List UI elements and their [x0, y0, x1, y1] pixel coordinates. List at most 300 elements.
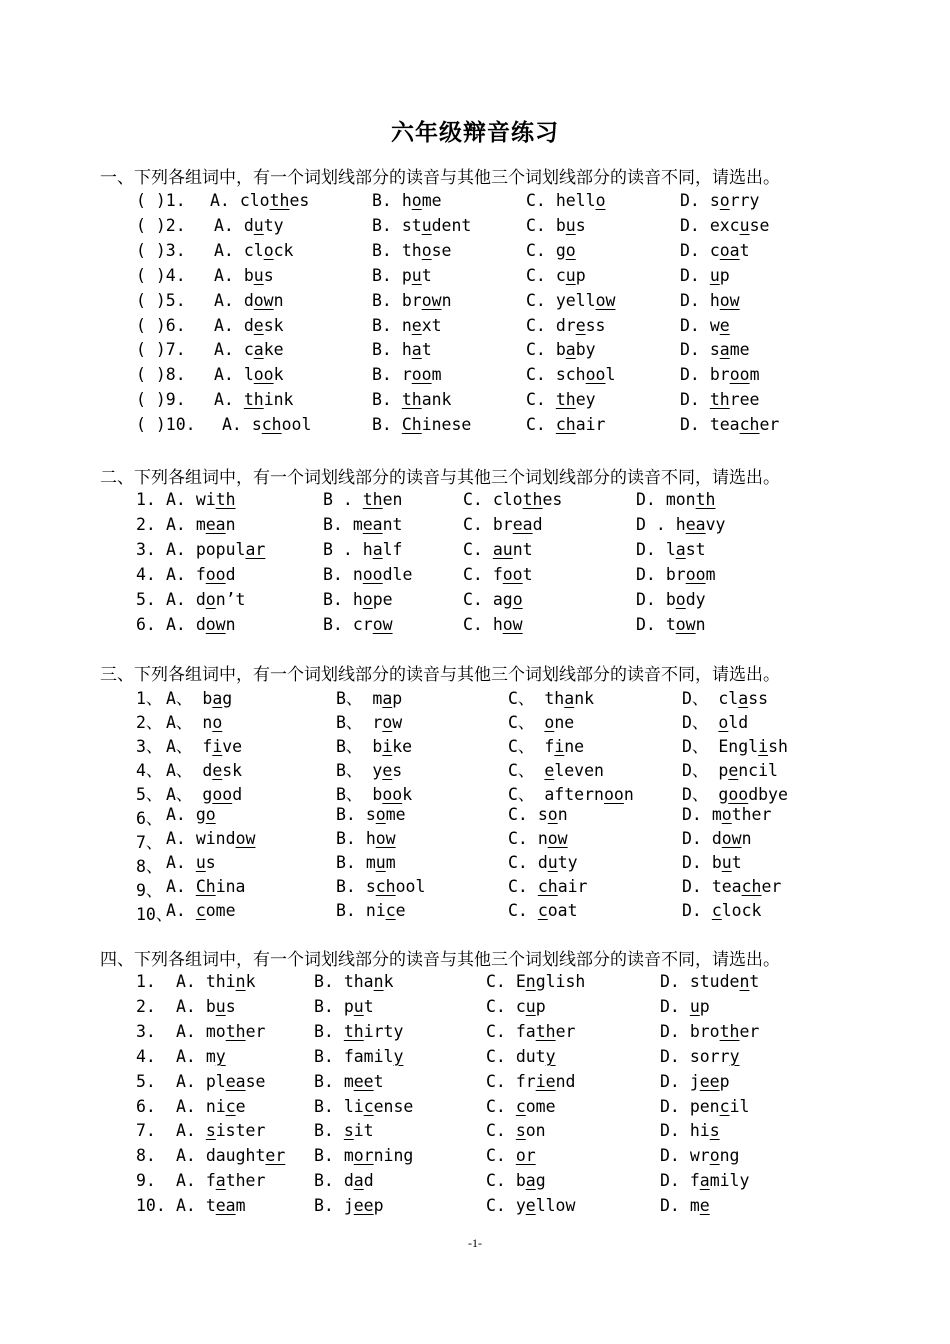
question-row — [0, 1171, 950, 1193]
question-number: 3. — [136, 1021, 156, 1041]
question-number: 2. — [136, 515, 156, 534]
option-label: B. — [314, 1071, 344, 1091]
underlined-part: oo — [212, 785, 233, 804]
option-d: D. mother — [682, 805, 772, 824]
question-number: ( )9. — [136, 390, 186, 410]
option-label: B. — [372, 365, 402, 385]
option-label: A. — [176, 1196, 206, 1216]
option-label: A. — [176, 1121, 206, 1141]
underlined-part: ea — [362, 515, 383, 534]
underlined-part: au — [492, 540, 513, 559]
option-a: A. mean — [166, 515, 236, 534]
underlined-part: th — [225, 1021, 246, 1041]
option-label: B. — [372, 390, 402, 410]
option-label: A. — [176, 1071, 206, 1091]
question-row — [0, 365, 950, 387]
option-d: D. month — [636, 490, 716, 509]
underlined-part: e — [253, 315, 264, 335]
underlined-part: th — [362, 490, 383, 509]
option-a: A. please — [176, 1071, 266, 1091]
option-b: B. brown — [372, 290, 452, 310]
option-a: A. look — [214, 365, 284, 385]
option-label: A. — [176, 1171, 206, 1191]
underlined-part: oo — [253, 365, 274, 385]
option-label: A、 — [166, 713, 203, 732]
option-label: B. — [372, 340, 402, 360]
underlined-part: o — [718, 713, 729, 732]
option-b: B. thank — [372, 390, 452, 410]
option-b: B. those — [372, 240, 452, 260]
option-label: B . — [323, 540, 363, 559]
option-label: D. — [636, 590, 666, 609]
option-label: C. — [463, 540, 493, 559]
question-row — [0, 291, 950, 313]
question-row — [0, 241, 950, 263]
underlined-part: er — [265, 1146, 286, 1166]
option-label: B. — [372, 240, 402, 260]
option-d: D. up — [680, 265, 730, 285]
option-a: A、 desk — [166, 761, 243, 780]
option-label: D. — [682, 877, 712, 896]
option-label: C. — [508, 829, 538, 848]
option-a: A、 bag — [166, 689, 233, 708]
question-number: 4、 — [136, 761, 163, 780]
underlined-part: e — [212, 761, 223, 780]
question-number: ( )7. — [136, 340, 186, 360]
question-number: 1. — [136, 490, 156, 509]
option-label: B. — [336, 901, 366, 920]
option-label: C. — [486, 1196, 516, 1216]
underlined-part: s — [709, 1121, 720, 1141]
option-b: B. meet — [314, 1071, 384, 1091]
option-label: B. — [336, 829, 366, 848]
underlined-part: a — [525, 1171, 536, 1191]
option-c: C. foot — [463, 565, 533, 584]
option-c: C. English — [486, 972, 586, 991]
option-a: A、 no — [166, 713, 223, 732]
question-row — [0, 1022, 950, 1044]
underlined-part: ow — [253, 290, 274, 310]
underlined-part: o — [675, 590, 686, 609]
underlined-part: o — [709, 1146, 720, 1166]
question-number: ( )1. — [136, 191, 186, 210]
option-label: B、 — [336, 689, 373, 708]
option-label: C. — [486, 1046, 516, 1066]
question-row — [0, 1047, 950, 1069]
underlined-part: u — [689, 996, 700, 1016]
option-label: A. — [214, 340, 244, 360]
option-label: C、 — [508, 689, 545, 708]
underlined-part: th — [243, 390, 264, 410]
option-label: B、 — [336, 785, 373, 804]
underlined-part: e — [411, 315, 422, 335]
option-d: D. clock — [682, 901, 762, 920]
underlined-part: a — [372, 540, 383, 559]
option-a: A. school — [222, 415, 312, 435]
option-label: B. — [372, 290, 402, 310]
option-b: B、 row — [336, 713, 403, 732]
option-c: C. duty — [486, 1046, 556, 1066]
underlined-part: e — [525, 1196, 536, 1216]
option-label: A. — [214, 290, 244, 310]
option-d: D. sorry — [660, 1046, 740, 1066]
option-label: B. — [323, 615, 353, 634]
underlined-part: ow — [547, 829, 568, 848]
option-label: B. — [372, 191, 402, 210]
underlined-part: u — [353, 996, 364, 1016]
underlined-part: Ch — [401, 415, 422, 435]
option-a: A. father — [176, 1171, 266, 1191]
underlined-part: Ch — [195, 877, 216, 896]
option-label: A. — [166, 590, 196, 609]
underlined-part: ow — [675, 615, 696, 634]
option-b: B. next — [372, 315, 442, 335]
option-label: C. — [526, 315, 556, 335]
option-d: D. same — [680, 340, 750, 360]
option-label: C. — [526, 390, 556, 410]
option-d: D. wrong — [660, 1146, 740, 1166]
question-row — [0, 216, 950, 238]
question-number: 6、 — [136, 809, 163, 828]
option-label: D. — [660, 1171, 690, 1191]
question-number: 8、 — [136, 857, 163, 876]
underlined-part: y — [393, 1046, 404, 1066]
question-row — [0, 415, 950, 437]
underlined-part: oo — [728, 785, 749, 804]
question-number: ( )8. — [136, 365, 186, 385]
option-label: C. — [463, 590, 493, 609]
option-label: D. — [636, 615, 666, 634]
option-c: C. father — [486, 1021, 576, 1041]
option-c: C. chair — [508, 877, 588, 896]
section-heading: 二、下列各组词中，有一个词划线部分的读音与其他三个词划线部分的读音不同，请选出。 — [100, 468, 780, 488]
underlined-part: s — [515, 1121, 526, 1141]
option-label: C、 — [508, 785, 545, 804]
page-title: 六年级辩音练习 — [391, 120, 559, 146]
option-b: B. morning — [314, 1146, 414, 1166]
question-row — [0, 972, 950, 994]
underlined-part: a — [212, 689, 223, 708]
option-a: A. nice — [176, 1096, 246, 1116]
question-number: 6. — [136, 615, 156, 634]
option-label: B. — [323, 515, 353, 534]
option-a: A. daughter — [176, 1146, 286, 1166]
underlined-part: a — [215, 1171, 226, 1191]
option-a: A. think — [214, 390, 294, 410]
option-a: A、 good — [166, 785, 243, 804]
question-number: 9、 — [136, 881, 163, 900]
question-number: ( )3. — [136, 240, 186, 260]
option-label: A. — [214, 240, 244, 260]
option-b: B. school — [336, 877, 426, 896]
option-b: B. hat — [372, 340, 432, 360]
option-a: A. bus — [214, 265, 274, 285]
question-row — [0, 901, 950, 923]
option-label: B. — [314, 1121, 344, 1141]
question-row — [0, 540, 950, 562]
option-label: A. — [176, 1046, 206, 1066]
underlined-part: ow — [205, 615, 226, 634]
question-row — [0, 266, 950, 288]
option-b: B . half — [323, 540, 403, 559]
option-label: A. — [166, 805, 196, 824]
option-label: D. — [680, 240, 710, 260]
option-d: D. coat — [680, 240, 750, 260]
option-label: A. — [214, 265, 244, 285]
question-number: 1. — [136, 972, 156, 991]
question-number: 7. — [136, 1121, 156, 1141]
option-a: A. my — [176, 1046, 226, 1066]
option-a: A. team — [176, 1196, 246, 1216]
option-label: D. — [660, 996, 690, 1016]
underlined-part: o — [721, 805, 732, 824]
option-label: B. — [372, 415, 402, 435]
option-label: D. — [636, 565, 666, 584]
option-label: B. — [323, 565, 353, 584]
section-heading: 三、下列各组词中，有一个词划线部分的读音与其他三个词划线部分的读音不同，请选出。 — [100, 665, 780, 685]
question-number: 2、 — [136, 713, 163, 732]
underlined-part: i — [758, 737, 769, 756]
option-a: A. China — [166, 877, 246, 896]
option-label: A. — [176, 1021, 206, 1041]
option-label: D. — [660, 1121, 690, 1141]
underlined-part: y — [215, 1046, 226, 1066]
option-label: D、 — [682, 785, 719, 804]
option-d: D. pencil — [660, 1096, 750, 1116]
option-d: D. me — [660, 1196, 710, 1216]
option-label: A、 — [166, 689, 203, 708]
option-d: D. sorry — [680, 191, 760, 210]
option-label: B. — [336, 853, 366, 872]
option-b: B. license — [314, 1096, 414, 1116]
underlined-part: ch — [261, 415, 282, 435]
option-d: D、 goodbye — [682, 785, 788, 804]
option-a: A. mother — [176, 1021, 266, 1041]
underlined-part: c — [225, 1096, 236, 1116]
underlined-part: a — [411, 340, 422, 360]
underlined-part: or — [515, 1146, 536, 1166]
underlined-part: o — [565, 240, 576, 260]
underlined-part: u — [215, 996, 226, 1016]
option-b: B. thank — [314, 972, 394, 991]
option-a: A. window — [166, 829, 256, 848]
option-label: C. — [463, 615, 493, 634]
option-d: D. broom — [680, 365, 760, 385]
option-label: B. — [314, 1171, 344, 1191]
underlined-part: n — [739, 972, 750, 991]
underlined-part: oo — [362, 565, 383, 584]
option-label: D、 — [682, 713, 719, 732]
question-number: ( )6. — [136, 315, 186, 335]
option-label: C. — [463, 490, 493, 509]
underlined-part: oa — [719, 240, 740, 260]
underlined-part: e — [728, 761, 739, 780]
option-label: A. — [166, 901, 196, 920]
option-c: C. cup — [486, 996, 546, 1016]
option-label: D. — [660, 1146, 690, 1166]
option-label: C. — [486, 1121, 516, 1141]
question-row — [0, 757, 950, 779]
option-a: A. clothes — [210, 191, 310, 210]
question-row — [0, 805, 950, 827]
option-b: B. dad — [314, 1171, 374, 1191]
underlined-part: ch — [555, 415, 576, 435]
question-number: 8. — [136, 1146, 156, 1166]
underlined-part: u — [739, 215, 750, 235]
option-b: B. put — [314, 996, 374, 1016]
option-label: D. — [680, 415, 710, 435]
underlined-part: oo — [411, 365, 432, 385]
option-label: D. — [680, 215, 710, 235]
option-d: D. family — [660, 1171, 750, 1191]
option-label: C. — [526, 290, 556, 310]
underlined-part: u — [421, 215, 432, 235]
underlined-part: u — [195, 853, 206, 872]
question-number: ( )4. — [136, 265, 186, 285]
option-b: B. mum — [336, 853, 396, 872]
question-number: 3、 — [136, 737, 163, 756]
section-heading: 四、下列各组词中，有一个词划线部分的读音与其他三个词划线部分的读音不同，请选出。 — [100, 950, 780, 970]
option-c: C. chair — [526, 415, 606, 435]
underlined-part: ch — [375, 877, 396, 896]
underlined-part: u — [411, 265, 422, 285]
option-c: C、 thank — [508, 689, 595, 708]
option-a: A. bus — [176, 996, 236, 1016]
option-c: C. go — [526, 240, 576, 260]
option-c: C. school — [526, 365, 616, 385]
option-label: D. — [660, 972, 690, 991]
option-label: A. — [166, 829, 196, 848]
option-label: A. — [166, 615, 196, 634]
underlined-part: ow — [235, 829, 256, 848]
underlined-part: s — [343, 1121, 354, 1141]
option-a: A. down — [166, 615, 236, 634]
question-number: ( )10. — [136, 415, 196, 435]
underlined-part: n — [373, 972, 384, 991]
underlined-part: oo — [502, 565, 523, 584]
option-c: C. baby — [526, 340, 596, 360]
option-label: A、 — [166, 785, 203, 804]
underlined-part: a — [564, 689, 575, 708]
option-c: C、 one — [508, 713, 575, 732]
underlined-part: ch — [537, 877, 558, 896]
option-c — [486, 1146, 536, 1165]
option-label: B. — [372, 315, 402, 335]
underlined-part: u — [721, 853, 732, 872]
underlined-part: a — [253, 340, 264, 360]
option-label: C. — [526, 265, 556, 285]
question-number: 3. — [136, 540, 156, 559]
option-label: A. — [222, 415, 252, 435]
option-label: D. — [682, 901, 712, 920]
question-number: 6. — [136, 1096, 156, 1116]
question-row — [0, 709, 950, 731]
underlined-part: c — [711, 901, 722, 920]
underlined-part: th — [269, 191, 290, 210]
option-label: D. — [680, 290, 710, 310]
option-a: A. down — [214, 290, 284, 310]
option-b: B. jeep — [314, 1196, 384, 1216]
option-label: C. — [508, 877, 538, 896]
option-label: B、 — [336, 713, 373, 732]
question-number: ( )5. — [136, 290, 186, 310]
option-label: C. — [508, 901, 538, 920]
option-d: D. up — [660, 996, 710, 1016]
option-label: D. — [680, 315, 710, 335]
option-c: C. clothes — [463, 490, 563, 509]
option-label: D. — [682, 853, 712, 872]
question-number: 9. — [136, 1171, 156, 1191]
option-label: B. — [372, 215, 402, 235]
option-d: D、 class — [682, 689, 769, 708]
option-c: C. yellow — [526, 290, 616, 310]
option-label: C. — [486, 1021, 516, 1041]
option-a: A. think — [176, 972, 256, 991]
option-label: A. — [214, 315, 244, 335]
underlined-part: u — [375, 853, 386, 872]
option-b: B、 book — [336, 785, 413, 804]
page-number: -1- — [468, 1236, 482, 1250]
option-c: C. come — [486, 1096, 556, 1116]
underlined-part: u — [565, 215, 576, 235]
underlined-part: n — [525, 972, 536, 991]
option-label: A. — [166, 515, 196, 534]
option-label: A. — [176, 1096, 206, 1116]
option-a: A. sister — [176, 1121, 266, 1141]
option-label: D . — [636, 515, 676, 534]
question-number: 4. — [136, 565, 156, 584]
underlined-part: th — [709, 390, 730, 410]
option-d: D、 pencil — [682, 761, 778, 780]
option-c: C. ago — [463, 590, 523, 609]
option-c: C. how — [463, 615, 523, 634]
underlined-part: ow — [372, 615, 393, 634]
option-label: D. — [660, 1046, 690, 1066]
option-label: C. — [508, 805, 538, 824]
option-label: D. — [680, 265, 710, 285]
option-label: C. — [526, 240, 556, 260]
option-label: D. — [680, 365, 710, 385]
option-c: C. duty — [508, 853, 578, 872]
underlined-part: u — [709, 265, 720, 285]
underlined-part: th — [555, 390, 576, 410]
option-d: D. body — [636, 590, 706, 609]
section-heading: 一、下列各组词中，有一个词划线部分的读音与其他三个词划线部分的读音不同，请选出。 — [100, 168, 780, 188]
option-b: B. some — [336, 805, 406, 824]
option-label: A. — [176, 996, 206, 1016]
option-c: C. bread — [463, 515, 543, 534]
underlined-part: ea — [225, 1071, 246, 1091]
underlined-part: oo — [603, 785, 624, 804]
option-label: D、 — [682, 761, 719, 780]
option-d: D. town — [636, 615, 706, 634]
option-c: C. cup — [526, 265, 586, 285]
option-b: B. nice — [336, 901, 406, 920]
option-label: D、 — [682, 737, 719, 756]
question-row — [0, 515, 950, 537]
option-d: D. three — [680, 390, 760, 410]
option-label: A. — [214, 215, 244, 235]
option-label: D. — [660, 1196, 690, 1216]
question-row — [0, 997, 950, 1019]
option-c: C、 afternoon — [508, 785, 634, 804]
option-label: C. — [486, 1071, 516, 1091]
question-row — [0, 1146, 950, 1168]
option-label: D、 — [682, 689, 719, 708]
underlined-part: ea — [215, 1196, 236, 1216]
option-label: A. — [176, 972, 206, 991]
option-a: A. popular — [166, 540, 266, 559]
